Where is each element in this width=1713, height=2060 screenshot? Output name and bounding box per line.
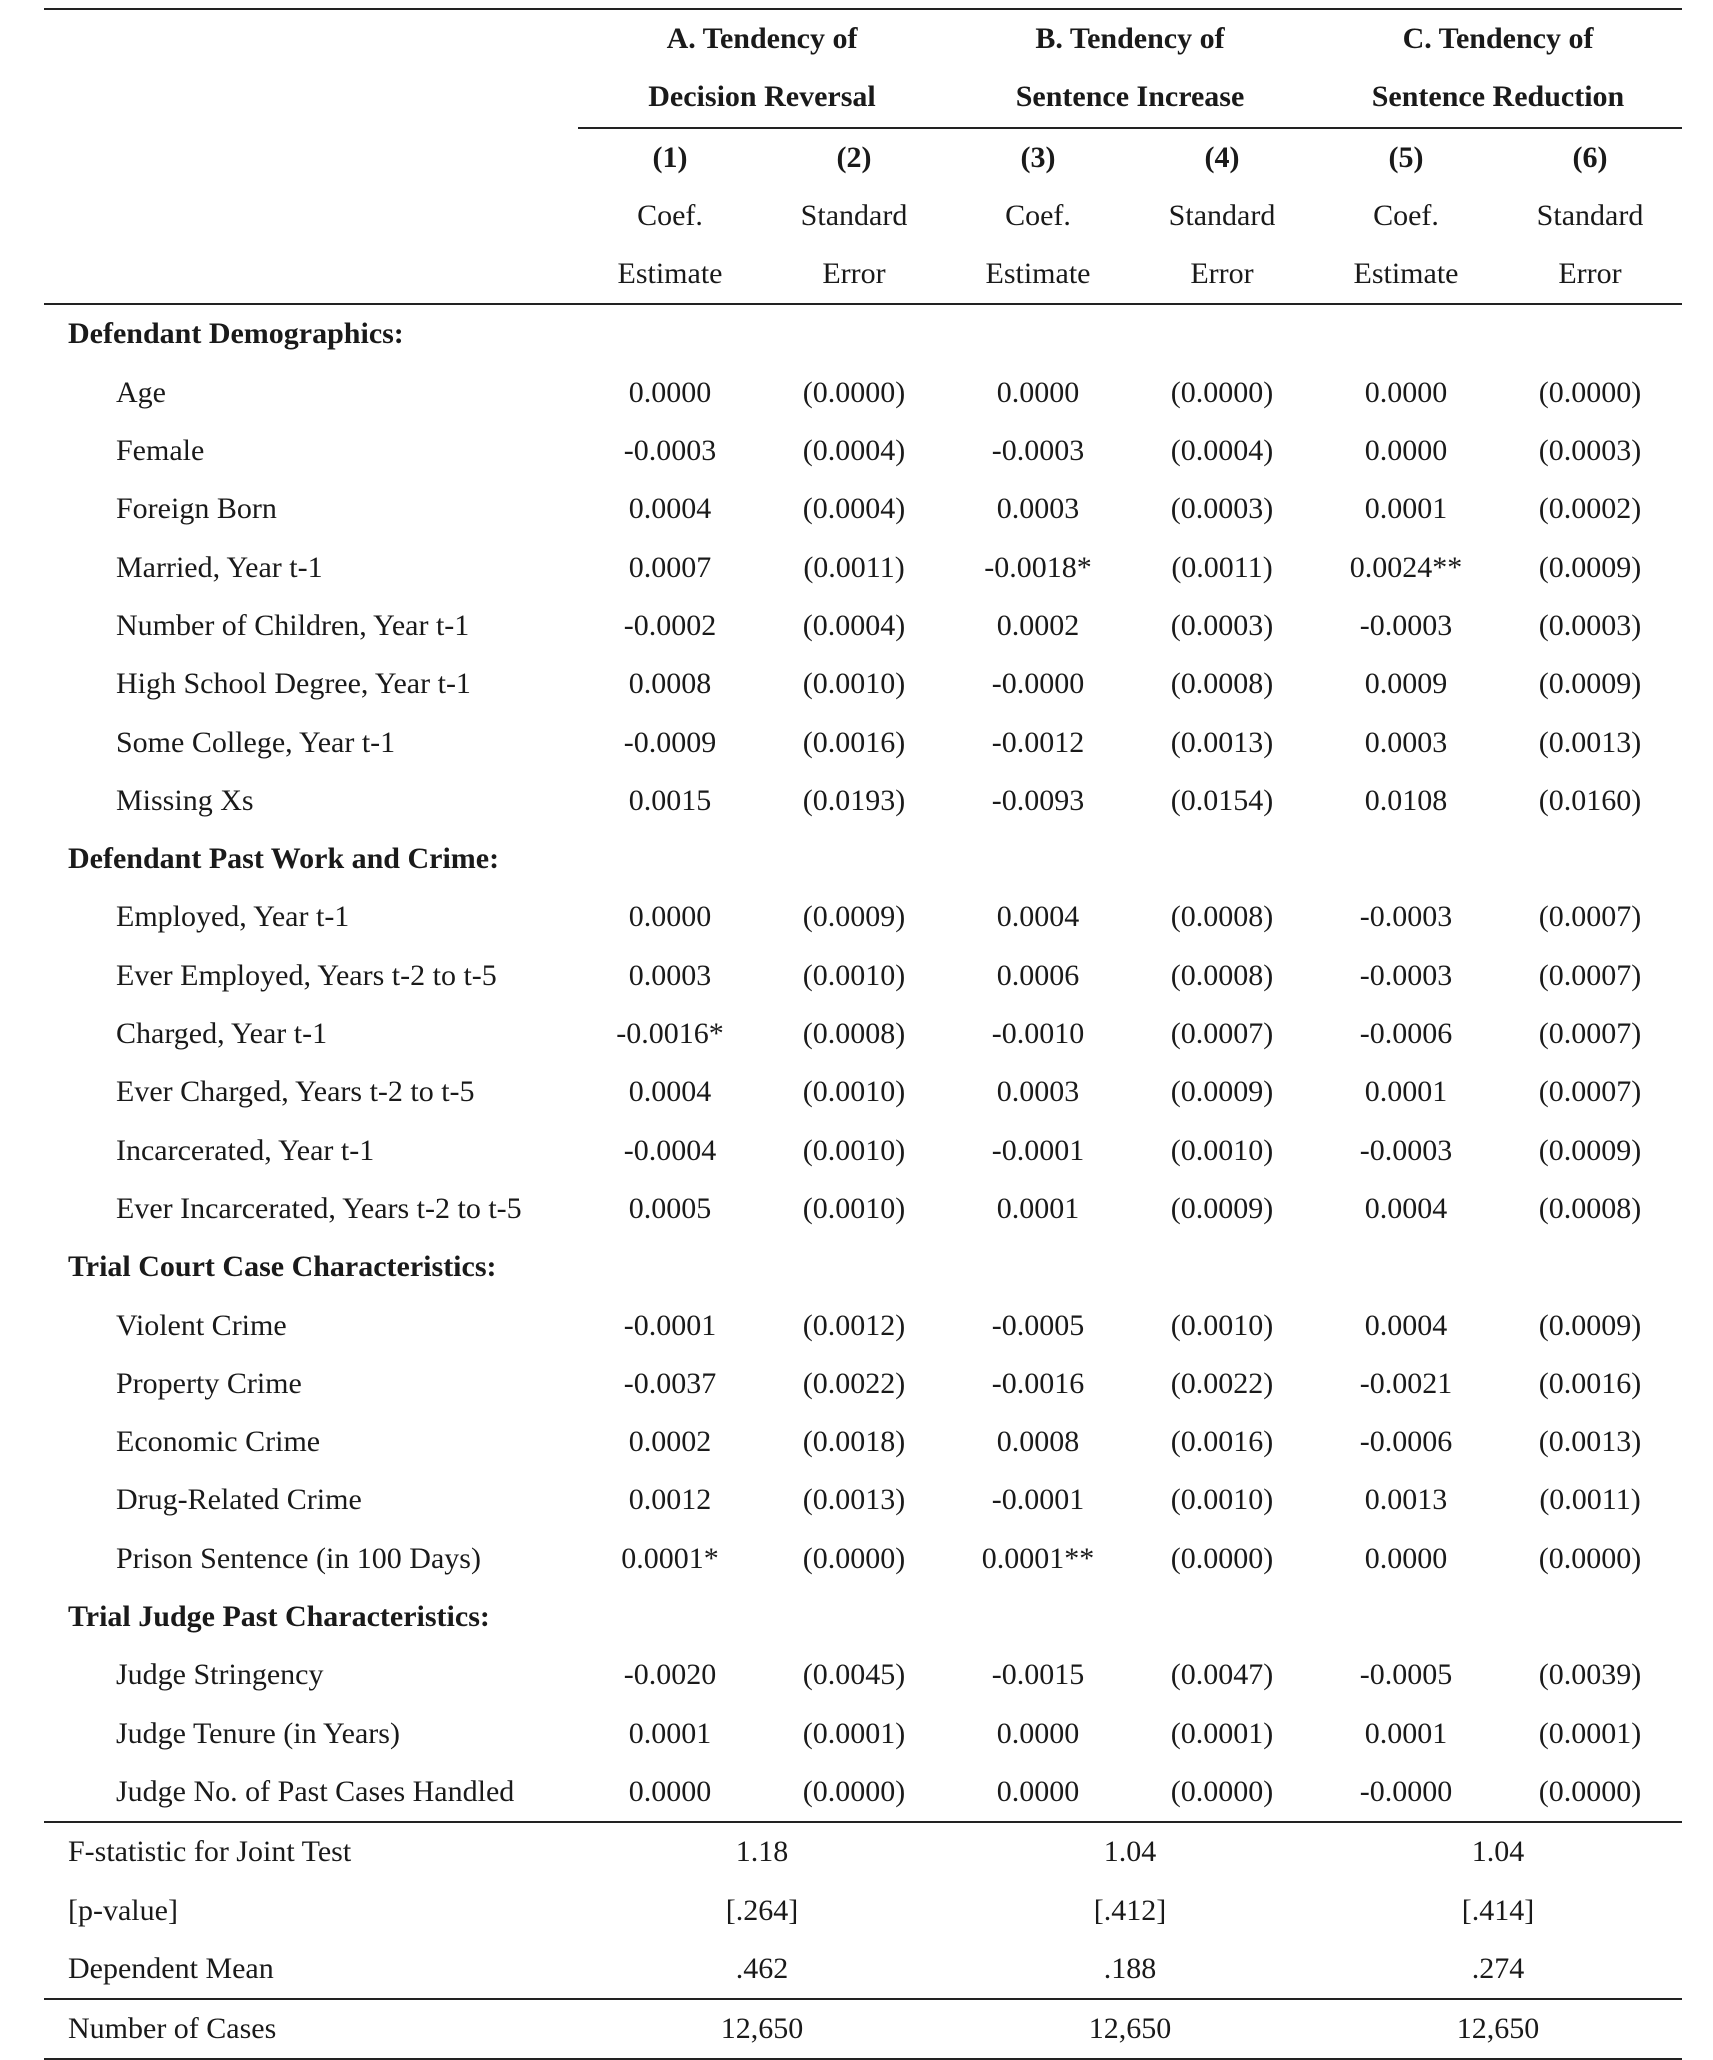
coef-cell: 0.0024** [1349, 550, 1463, 584]
coef-cell: -0.0016* [616, 1017, 724, 1051]
se-cell: (0.0160) [1538, 783, 1642, 817]
se-cell: (0.0013) [1538, 1425, 1642, 1459]
row-label: Property Crime [116, 1366, 302, 1400]
se-cell: (0.0010) [1170, 1133, 1274, 1167]
cases-value: 12,650 [1314, 1999, 1682, 2059]
coef-cell: 0.0004 [996, 900, 1080, 934]
coef-cell: 0.0001 [996, 1191, 1080, 1225]
coef-cell: 0.0001 [1364, 492, 1448, 526]
stat-value: 1.04 [946, 1822, 1314, 1881]
table-row [44, 1763, 1682, 1822]
se-cell: (0.0193) [802, 783, 906, 817]
panel-b-title-line2: Sentence Increase [1015, 80, 1245, 114]
stat-row [44, 1882, 1682, 1940]
coef-cell: -0.0000 [1359, 1774, 1453, 1808]
panel-a-title-line1: A. Tendency of [578, 9, 946, 68]
column-head: Error [762, 245, 946, 304]
coef-cell: 0.0000 [1364, 434, 1448, 468]
se-cell: (0.0009) [1538, 1133, 1642, 1167]
se-cell: (0.0010) [802, 667, 906, 701]
coef-cell: 0.0003 [996, 1075, 1080, 1109]
panel-c-title-line1: C. Tendency of [1314, 9, 1682, 68]
column-number: (1) [652, 140, 688, 174]
section-title: Trial Judge Past Characteristics: [68, 1600, 490, 1634]
table-row [44, 422, 1682, 480]
table-row [44, 539, 1682, 597]
se-cell: (0.0022) [802, 1366, 906, 1400]
se-cell: (0.0008) [1538, 1191, 1642, 1225]
corner-cell [44, 68, 578, 127]
column-head: Coef. [637, 198, 703, 232]
panel-header-row-2 [44, 68, 1682, 127]
table-row [44, 1063, 1682, 1121]
stat-label: [p-value] [68, 1893, 178, 1927]
stat-row [44, 1822, 1682, 1881]
coef-cell: -0.0004 [623, 1133, 717, 1167]
table-row [44, 1646, 1682, 1704]
coef-cell: -0.0006 [1359, 1017, 1453, 1051]
column-head: Error [1130, 245, 1314, 304]
row-label: Prison Sentence (in 100 Days) [116, 1541, 481, 1575]
coef-cell: -0.0037 [623, 1366, 717, 1400]
se-cell: (0.0010) [802, 1075, 906, 1109]
se-cell: (0.0000) [1170, 1774, 1274, 1808]
corner-cell [44, 128, 578, 187]
coef-cell: 0.0013 [1364, 1483, 1448, 1517]
row-label: Ever Charged, Years t-2 to t-5 [116, 1075, 475, 1109]
se-cell: (0.0010) [802, 958, 906, 992]
column-number: (3) [1020, 140, 1056, 174]
stat-value: 1.04 [1314, 1822, 1682, 1881]
se-cell: (0.0009) [802, 900, 906, 934]
coef-cell: 0.0000 [1364, 375, 1448, 409]
coef-cell: 0.0003 [1364, 725, 1448, 759]
se-cell: (0.0007) [1170, 1017, 1274, 1051]
cases-row [44, 1999, 1682, 2059]
table-row [44, 1530, 1682, 1588]
coef-cell: 0.0001* [621, 1541, 719, 1575]
coef-cell: 0.0004 [1364, 1191, 1448, 1225]
section-header-row [44, 304, 1682, 363]
se-cell: (0.0004) [802, 608, 906, 642]
corner-cell [44, 9, 578, 68]
cases-label: Number of Cases [44, 1999, 578, 2059]
coef-cell: 0.0004 [628, 1075, 712, 1109]
stat-value: .274 [1314, 1940, 1682, 1999]
se-cell: (0.0007) [1538, 900, 1642, 934]
section-title: Defendant Demographics: [68, 317, 404, 351]
row-label: Violent Crime [116, 1308, 287, 1342]
coef-cell: 0.0008 [628, 667, 712, 701]
se-cell: (0.0000) [802, 1774, 906, 1808]
corner-cell [44, 187, 578, 245]
table-row [44, 1180, 1682, 1238]
row-label: Economic Crime [116, 1425, 321, 1459]
stat-value: .188 [946, 1940, 1314, 1999]
stat-value: [.414] [1461, 1893, 1535, 1927]
se-cell: (0.0010) [1170, 1308, 1274, 1342]
coef-cell: 0.0008 [996, 1425, 1080, 1459]
column-head: Error [1498, 245, 1682, 304]
stat-label: F-statistic for Joint Test [44, 1822, 578, 1881]
se-cell: (0.0016) [1170, 1425, 1274, 1459]
table-row [44, 1355, 1682, 1413]
se-cell: (0.0000) [1170, 1541, 1274, 1575]
se-cell: (0.0016) [802, 725, 906, 759]
section-title: Trial Court Case Characteristics: [68, 1250, 497, 1284]
se-cell: (0.0016) [1538, 1366, 1642, 1400]
coef-cell: -0.0020 [623, 1658, 717, 1692]
table-row [44, 597, 1682, 655]
column-head: Coef. [1005, 198, 1071, 232]
row-label: Some College, Year t-1 [116, 725, 396, 759]
coef-cell: 0.0000 [996, 1774, 1080, 1808]
row-label: Drug-Related Crime [116, 1483, 362, 1517]
se-cell: (0.0004) [802, 434, 906, 468]
column-head-row-2 [44, 245, 1682, 304]
coef-cell: 0.0000 [628, 1774, 712, 1808]
table-row [44, 888, 1682, 946]
coef-cell: 0.0001 [1364, 1716, 1448, 1750]
se-cell: (0.0000) [1538, 1774, 1642, 1808]
column-head: Estimate [1314, 245, 1498, 304]
stat-row [44, 1940, 1682, 1999]
coef-cell: 0.0000 [996, 1716, 1080, 1750]
se-cell: (0.0154) [1170, 783, 1274, 817]
se-cell: (0.0018) [802, 1425, 906, 1459]
row-label: Ever Incarcerated, Years t-2 to t-5 [116, 1191, 522, 1225]
se-cell: (0.0003) [1170, 492, 1274, 526]
table-row [44, 714, 1682, 772]
coef-cell: -0.0003 [991, 434, 1085, 468]
se-cell: (0.0039) [1538, 1658, 1642, 1692]
coef-cell: 0.0007 [628, 550, 712, 584]
se-cell: (0.0013) [1538, 725, 1642, 759]
coef-cell: 0.0012 [628, 1483, 712, 1517]
cases-value: 12,650 [578, 1999, 946, 2059]
panel-header-row-1 [44, 9, 1682, 68]
row-label: Judge Stringency [116, 1658, 324, 1692]
row-label: Incarcerated, Year t-1 [116, 1133, 375, 1167]
coef-cell: 0.0001** [981, 1541, 1095, 1575]
se-cell: (0.0010) [802, 1133, 906, 1167]
table-row [44, 947, 1682, 1005]
se-cell: (0.0011) [803, 550, 905, 584]
stat-value: [.412] [1093, 1893, 1167, 1927]
coef-cell: -0.0003 [623, 434, 717, 468]
coef-cell: -0.0018* [984, 550, 1092, 584]
cases-value: 12,650 [946, 1999, 1314, 2059]
column-head-row-1 [44, 187, 1682, 245]
se-cell: (0.0007) [1538, 1017, 1642, 1051]
se-cell: (0.0000) [1170, 375, 1274, 409]
se-cell: (0.0008) [1170, 958, 1274, 992]
stat-value: [.264] [725, 1893, 799, 1927]
coef-cell: 0.0002 [996, 608, 1080, 642]
panel-title-line2-group [578, 68, 1682, 127]
se-cell: (0.0012) [802, 1308, 906, 1342]
coef-cell: 0.0003 [628, 958, 712, 992]
se-cell: (0.0002) [1538, 492, 1642, 526]
se-cell: (0.0000) [802, 1541, 906, 1575]
se-cell: (0.0004) [1170, 434, 1274, 468]
column-head: Standard [800, 198, 908, 232]
column-number: (4) [1204, 140, 1240, 174]
se-cell: (0.0010) [802, 1191, 906, 1225]
coef-cell: 0.0005 [628, 1191, 712, 1225]
section-header-row [44, 830, 1682, 888]
column-head: Standard [1168, 198, 1276, 232]
row-label: Ever Employed, Years t-2 to t-5 [116, 958, 497, 992]
coef-cell: -0.0002 [623, 608, 717, 642]
coef-cell: -0.0006 [1359, 1425, 1453, 1459]
row-label: Judge Tenure (in Years) [116, 1716, 400, 1750]
se-cell: (0.0003) [1538, 608, 1642, 642]
coef-cell: 0.0006 [996, 958, 1080, 992]
coef-cell: -0.0000 [991, 667, 1085, 701]
coef-cell: -0.0003 [1359, 900, 1453, 934]
corner-cell [44, 245, 578, 304]
column-number-row [44, 128, 1682, 187]
coef-cell: 0.0000 [628, 900, 712, 934]
se-cell: (0.0008) [1170, 900, 1274, 934]
section-header-row [44, 1588, 1682, 1646]
table-row [44, 1471, 1682, 1529]
se-cell: (0.0008) [802, 1017, 906, 1051]
se-cell: (0.0007) [1538, 958, 1642, 992]
se-cell: (0.0009) [1538, 1308, 1642, 1342]
coef-cell: 0.0000 [628, 375, 712, 409]
se-cell: (0.0004) [802, 492, 906, 526]
se-cell: (0.0001) [1170, 1716, 1274, 1750]
row-label: Missing Xs [116, 783, 254, 817]
coef-cell: -0.0012 [991, 725, 1085, 759]
coef-cell: 0.0002 [628, 1425, 712, 1459]
stat-label: Dependent Mean [44, 1940, 578, 1999]
coef-cell: -0.0001 [991, 1483, 1085, 1517]
coef-cell: -0.0001 [623, 1308, 717, 1342]
column-head: Estimate [578, 245, 762, 304]
se-cell: (0.0000) [1538, 1541, 1642, 1575]
coef-cell: 0.0009 [1364, 667, 1448, 701]
se-cell: (0.0010) [1170, 1483, 1274, 1517]
coef-cell: -0.0005 [991, 1308, 1085, 1342]
se-cell: (0.0001) [802, 1716, 906, 1750]
row-label: Married, Year t-1 [116, 550, 323, 584]
column-head: Coef. [1373, 198, 1439, 232]
se-cell: (0.0022) [1170, 1366, 1274, 1400]
table-row [44, 1297, 1682, 1355]
table-row [44, 1705, 1682, 1763]
se-cell: (0.0007) [1538, 1075, 1642, 1109]
row-label: Charged, Year t-1 [116, 1017, 328, 1051]
row-label: Employed, Year t-1 [116, 900, 350, 934]
column-head: Estimate [946, 245, 1130, 304]
coef-cell: -0.0003 [1359, 1133, 1453, 1167]
coef-cell: 0.0108 [1364, 783, 1448, 817]
coef-cell: 0.0004 [1364, 1308, 1448, 1342]
coef-cell: 0.0001 [628, 1716, 712, 1750]
column-number: (5) [1388, 140, 1424, 174]
table-row [44, 772, 1682, 830]
coef-cell: 0.0015 [628, 783, 712, 817]
coef-cell: -0.0015 [991, 1658, 1085, 1692]
column-number: (6) [1572, 140, 1608, 174]
column-head: Standard [1536, 198, 1644, 232]
table-body [44, 9, 1682, 2059]
se-cell: (0.0003) [1170, 608, 1274, 642]
panel-a-title-line2: Decision Reversal [648, 80, 876, 114]
coef-cell: 0.0000 [996, 375, 1080, 409]
coef-cell: 0.0000 [1364, 1541, 1448, 1575]
table-row [44, 1005, 1682, 1063]
stat-value: 1.18 [578, 1822, 946, 1881]
se-cell: (0.0001) [1538, 1716, 1642, 1750]
table-row [44, 655, 1682, 713]
row-label: Foreign Born [116, 492, 277, 526]
column-number: (2) [836, 140, 872, 174]
se-cell: (0.0000) [1538, 375, 1642, 409]
se-cell: (0.0000) [802, 375, 906, 409]
se-cell: (0.0009) [1170, 1075, 1274, 1109]
coef-cell: -0.0003 [1359, 608, 1453, 642]
se-cell: (0.0009) [1170, 1191, 1274, 1225]
se-cell: (0.0009) [1538, 667, 1642, 701]
se-cell: (0.0011) [1539, 1483, 1641, 1517]
coef-cell: -0.0021 [1359, 1366, 1453, 1400]
coef-cell: -0.0001 [991, 1133, 1085, 1167]
stat-value: .462 [578, 1940, 946, 1999]
row-label: Judge No. of Past Cases Handled [116, 1774, 515, 1808]
table-row [44, 1122, 1682, 1180]
row-label: High School Degree, Year t-1 [116, 667, 471, 701]
coef-cell: -0.0016 [991, 1366, 1085, 1400]
coef-cell: -0.0003 [1359, 958, 1453, 992]
table-row [44, 480, 1682, 538]
section-title: Defendant Past Work and Crime: [68, 842, 500, 876]
row-label: Age [116, 375, 166, 409]
se-cell: (0.0011) [1171, 550, 1273, 584]
se-cell: (0.0008) [1170, 667, 1274, 701]
se-cell: (0.0003) [1538, 434, 1642, 468]
row-label: Number of Children, Year t-1 [116, 608, 470, 642]
section-header-row [44, 1238, 1682, 1296]
table-row [44, 1413, 1682, 1471]
coef-cell: 0.0004 [628, 492, 712, 526]
coef-cell: 0.0001 [1364, 1075, 1448, 1109]
table-row [44, 364, 1682, 422]
coef-cell: 0.0003 [996, 492, 1080, 526]
coef-cell: -0.0010 [991, 1017, 1085, 1051]
se-cell: (0.0013) [802, 1483, 906, 1517]
se-cell: (0.0045) [802, 1658, 906, 1692]
se-cell: (0.0009) [1538, 550, 1642, 584]
panel-b-title-line1: B. Tendency of [946, 9, 1314, 68]
regression-table [44, 8, 1682, 2060]
se-cell: (0.0013) [1170, 725, 1274, 759]
coef-cell: -0.0093 [991, 783, 1085, 817]
row-label: Female [116, 434, 205, 468]
se-cell: (0.0047) [1170, 1658, 1274, 1692]
panel-c-title-line2: Sentence Reduction [1371, 80, 1625, 114]
coef-cell: -0.0005 [1359, 1658, 1453, 1692]
coef-cell: -0.0009 [623, 725, 717, 759]
